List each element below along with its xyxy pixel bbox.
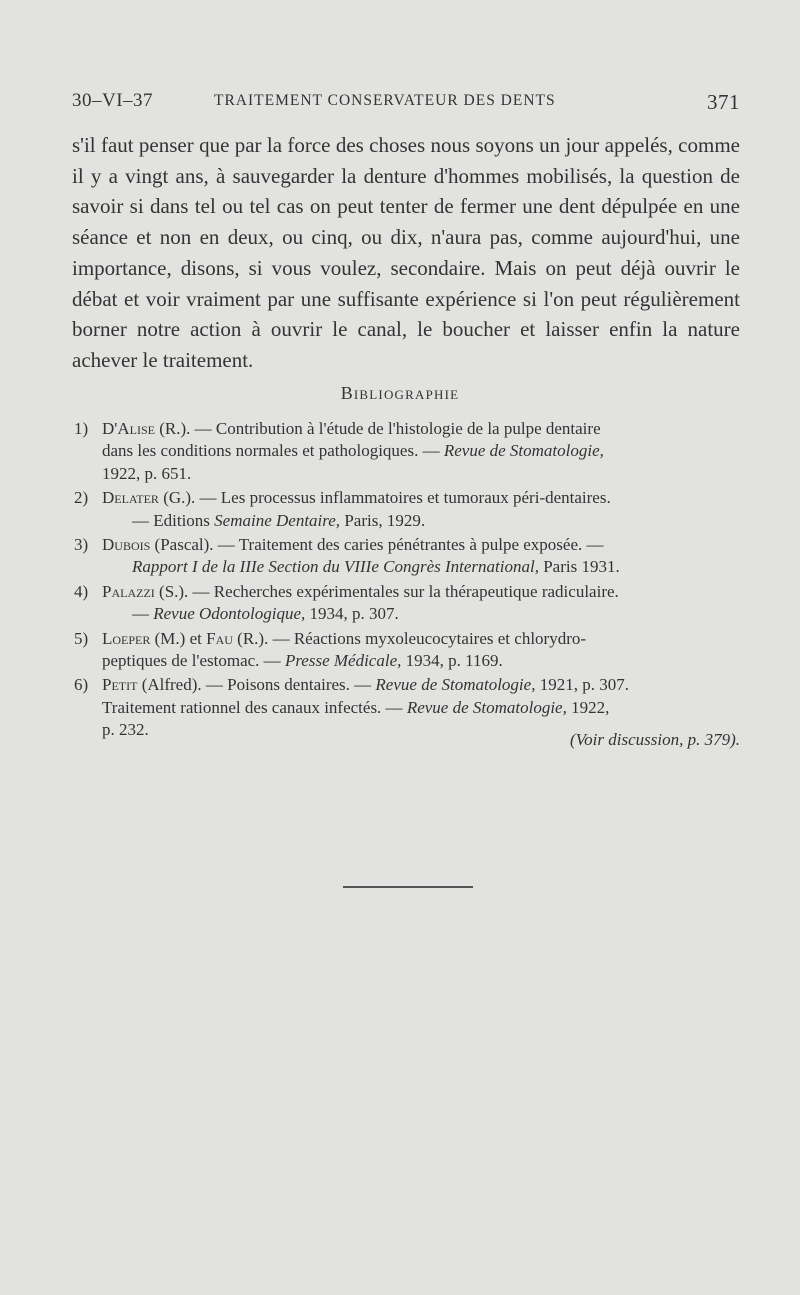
reference-journal: Semaine Dentaire,	[214, 510, 341, 530]
reference-text: 1922, p. 651.	[102, 463, 192, 483]
reference-text: (R.). — Réactions myxoleucocytaires et chlorydro-	[232, 628, 587, 648]
reference-journal: Revue de Stomatologie,	[375, 675, 536, 695]
reference-journal: Presse Médicale,	[284, 651, 402, 671]
reference-item	[72, 418, 740, 485]
reference-number: 5)	[74, 628, 89, 648]
reference-author: Dubois	[102, 535, 151, 555]
reference-item	[72, 487, 740, 532]
reference-item	[72, 534, 740, 579]
reference-number: 2)	[74, 488, 89, 508]
reference-number: 6)	[74, 675, 89, 695]
reference-journal: Rapport I de la IIIe Section du VIIIe Congrès International,	[132, 557, 539, 577]
page-number: 371	[707, 90, 740, 114]
reference-text: 1934, p. 307.	[305, 604, 399, 624]
reference-number: 1)	[74, 419, 89, 438]
reference-journal: Revue de Stomatologie,	[406, 697, 567, 717]
reference-author: D'Alise	[102, 419, 155, 438]
reference-author: Delater	[102, 488, 159, 508]
reference-journal: Revue de Stomatologie,	[443, 441, 604, 461]
reference-text: Paris, 1929.	[340, 510, 426, 530]
reference-item	[72, 628, 740, 673]
reference-text: (Alfred). — Poisons dentaires. —	[137, 675, 376, 695]
reference-journal: Revue Odontologique,	[153, 604, 306, 624]
bibliography-list	[72, 418, 740, 744]
reference-author: Loeper	[102, 628, 151, 648]
reference-author: Fau	[206, 628, 233, 648]
paragraph: s'il faut penser que par la force des choses nous soyons un jour appelés, comme il y a vingt ans, à sauvegarder la denture d'hommes mobilisés, la question de savoir si dans tel ou tel cas on peut tenter de fermer une dent dépulpée en une séance et non en deux, ou cinq, ou dix, n'aura pas, comme aujourd'hui, une importance, disons, si vous voulez, secondaire. Mais on peut déjà ouvrir le débat et voir vraiment par une suffisante expérience si l'on peut régulièrement borner notre action à ouvrir le canal, le boucher et laisser enfin la nature achever le traitement.	[72, 133, 740, 372]
reference-text: 1922,	[566, 697, 610, 717]
running-header	[72, 88, 740, 116]
reference-text: 1934, p. 1169.	[401, 651, 503, 671]
reference-text: Paris 1931.	[538, 557, 620, 577]
reference-number: 4)	[74, 581, 89, 601]
reference-text: p. 232.	[102, 720, 149, 740]
reference-text: (M.) et	[150, 628, 207, 648]
reference-text: dans les conditions normales et pathologiques. —	[102, 441, 444, 461]
reference-text: (Pascal). — Traitement des caries pénétrantes à pulpe exposée. —	[150, 535, 604, 555]
reference-text: 1921, p. 307.	[535, 675, 629, 695]
end-rule	[343, 886, 473, 888]
reference-text: (R.). — Contribution à l'étude de l'histologie de la pulpe dentaire	[154, 419, 601, 438]
reference-text: — Editions	[132, 510, 215, 530]
reference-text: (S.). — Recherches expérimentales sur la thérapeutique radiculaire.	[154, 581, 619, 601]
body-paragraph	[72, 130, 740, 376]
reference-text: —	[132, 604, 154, 624]
reference-text: peptiques de l'estomac. —	[102, 651, 285, 671]
reference-number: 3)	[74, 535, 89, 555]
reference-text: (G.). — Les processus inflammatoires et tumoraux péri-dentaires.	[158, 488, 611, 508]
header-date: 30–VI–37	[72, 90, 154, 111]
reference-text: Traitement rationnel des canaux infectés. —	[102, 697, 407, 717]
reference-author: Petit	[102, 675, 138, 695]
reference-item	[72, 581, 740, 626]
discussion-note: (Voir discussion, p. 379).	[570, 730, 740, 749]
header-title: TRAITEMENT CONSERVATEUR DES DENTS	[214, 92, 556, 109]
bibliography-heading: Bibliographie	[340, 383, 460, 403]
reference-author: Palazzi	[102, 581, 155, 601]
